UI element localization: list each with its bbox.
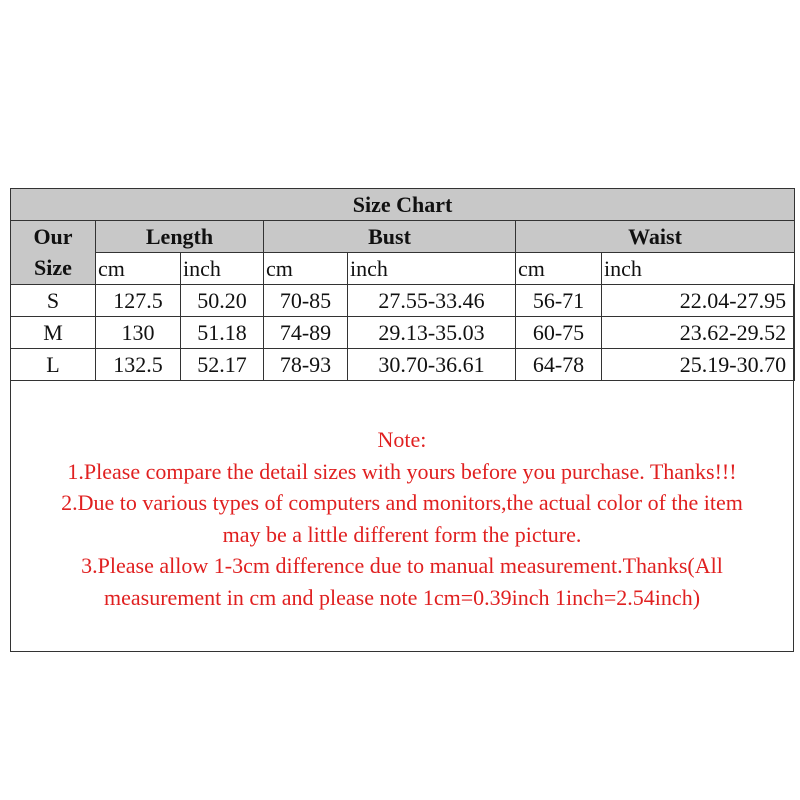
table-row <box>11 317 795 349</box>
note-line-2b: may be a little different form the picture. <box>222 521 582 547</box>
waist-cm-value: 60-75 <box>516 317 602 349</box>
bust-inch-value: 30.70-36.61 <box>348 349 516 381</box>
waist-inch-value: 25.19-30.70 <box>602 349 795 381</box>
size-value: S <box>11 285 96 317</box>
table-row <box>11 285 795 317</box>
note-line-3b: measurement in cm and please note 1cm=0.39inch 1inch=2.54inch) <box>103 584 701 610</box>
note-line-1: 1.Please compare the detail sizes with yours before you purchase. Thanks!!! <box>67 458 737 484</box>
bust-header: Bust <box>264 221 516 253</box>
group-header-row <box>11 221 795 253</box>
length-inch-value: 51.18 <box>181 317 264 349</box>
title-row <box>11 189 795 221</box>
size-value: M <box>11 317 96 349</box>
unit-header-row <box>11 253 795 285</box>
waist-cm-value: 64-78 <box>516 349 602 381</box>
waist-cm-value: 56-71 <box>516 285 602 317</box>
length-inch-value: 52.17 <box>181 349 264 381</box>
length-cm-value: 130 <box>96 317 181 349</box>
length-cm-value: 132.5 <box>96 349 181 381</box>
note-line-3a: 3.Please allow 1-3cm difference due to manual measurement.Thanks(All <box>81 553 723 578</box>
waist-header: Waist <box>516 221 795 253</box>
bust-inch-unit: inch <box>348 253 516 285</box>
size-label: Size <box>11 253 96 285</box>
bust-cm-value: 78-93 <box>264 349 348 381</box>
table-title: Size Chart <box>11 189 795 221</box>
our-label: Our <box>11 221 96 253</box>
waist-inch-value: 23.62-29.52 <box>602 317 795 349</box>
bust-cm-value: 70-85 <box>264 285 348 317</box>
waist-inch-value: 22.04-27.95 <box>602 285 795 317</box>
note-block <box>10 424 794 613</box>
waist-cm-unit: cm <box>516 253 602 285</box>
size-chart-table <box>10 188 795 381</box>
note-line-2a: 2.Due to various types of computers and monitors,the actual color of the item <box>61 490 743 515</box>
length-header: Length <box>96 221 264 253</box>
bust-cm-unit: cm <box>264 253 348 285</box>
table-row <box>11 349 795 381</box>
waist-inch-unit: inch <box>602 253 795 285</box>
bust-inch-value: 27.55-33.46 <box>348 285 516 317</box>
length-cm-value: 127.5 <box>96 285 181 317</box>
bust-cm-value: 74-89 <box>264 317 348 349</box>
length-cm-unit: cm <box>96 253 181 285</box>
size-value: L <box>11 349 96 381</box>
length-inch-value: 50.20 <box>181 285 264 317</box>
bust-inch-value: 29.13-35.03 <box>348 317 516 349</box>
length-inch-unit: inch <box>181 253 264 285</box>
note-heading: Note: <box>377 427 427 452</box>
